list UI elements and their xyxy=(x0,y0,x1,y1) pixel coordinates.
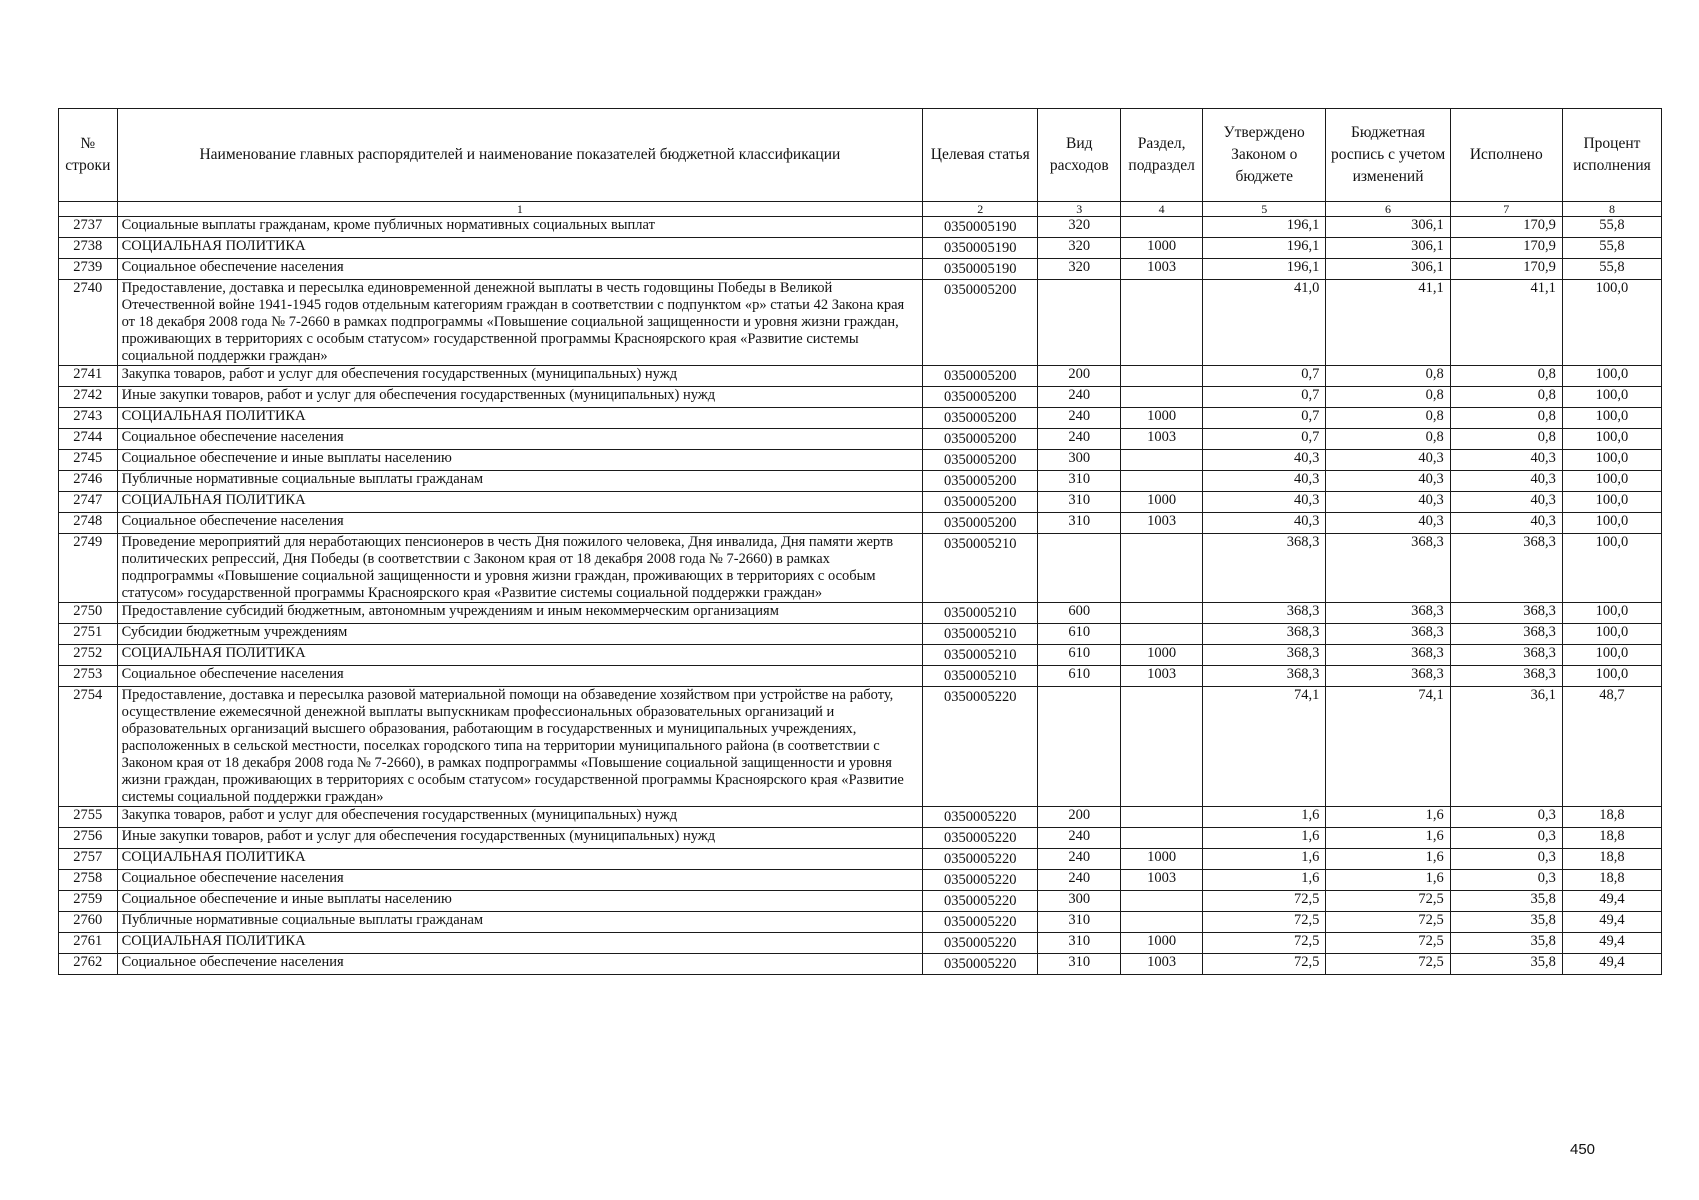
row-executed: 368,3 xyxy=(1450,534,1562,603)
row-number: 2746 xyxy=(59,471,118,492)
row-target-code: 0350005200 xyxy=(923,280,1038,366)
row-name: Проведение мероприятий для неработающих пенсионеров в честь Дня пожилого человека, Дня инвалида, Дня памяти жертв политических репрессий, Дня Победы (в соответствии с Законом края от 18 декабря 2008 года № 7-2660) в рамках подпрограммы «Повышение социальной защищенности и уровня жизни граждан, проживающих в территориях с особым статусом» государственной программы Красноярского края «Развитие системы социальной поддержки граждан» xyxy=(117,534,923,603)
row-budget: 306,1 xyxy=(1326,217,1450,238)
row-expense-type: 610 xyxy=(1038,624,1121,645)
row-budget: 306,1 xyxy=(1326,238,1450,259)
header-name: Наименование главных распорядителей и наименование показателей бюджетной классификации xyxy=(117,109,923,202)
row-approved: 40,3 xyxy=(1203,471,1326,492)
table-row xyxy=(59,492,1662,513)
row-number: 2737 xyxy=(59,217,118,238)
row-executed: 40,3 xyxy=(1450,513,1562,534)
table-row xyxy=(59,645,1662,666)
row-expense-type: 240 xyxy=(1038,849,1121,870)
row-budget: 1,6 xyxy=(1326,849,1450,870)
row-approved: 196,1 xyxy=(1203,217,1326,238)
row-expense-type: 320 xyxy=(1038,217,1121,238)
row-section xyxy=(1121,891,1203,912)
row-target-code: 0350005220 xyxy=(923,891,1038,912)
table-row xyxy=(59,666,1662,687)
row-section: 1000 xyxy=(1121,238,1203,259)
row-approved: 0,7 xyxy=(1203,429,1326,450)
row-percent: 48,7 xyxy=(1562,687,1661,807)
row-approved: 40,3 xyxy=(1203,513,1326,534)
row-target-code: 0350005200 xyxy=(923,513,1038,534)
table-row xyxy=(59,828,1662,849)
row-number: 2759 xyxy=(59,891,118,912)
row-number: 2742 xyxy=(59,387,118,408)
table-row xyxy=(59,891,1662,912)
row-expense-type: 240 xyxy=(1038,828,1121,849)
row-executed: 35,8 xyxy=(1450,891,1562,912)
table-row xyxy=(59,954,1662,975)
row-expense-type xyxy=(1038,280,1121,366)
row-name: СОЦИАЛЬНАЯ ПОЛИТИКА xyxy=(117,645,923,666)
row-percent: 49,4 xyxy=(1562,933,1661,954)
table-row xyxy=(59,687,1662,807)
header-executed: Исполнено xyxy=(1450,109,1562,202)
row-budget: 0,8 xyxy=(1326,408,1450,429)
row-name: СОЦИАЛЬНАЯ ПОЛИТИКА xyxy=(117,408,923,429)
row-name: Социальное обеспечение и иные выплаты населению xyxy=(117,450,923,471)
row-target-code: 0350005190 xyxy=(923,259,1038,280)
row-number: 2743 xyxy=(59,408,118,429)
row-target-code: 0350005210 xyxy=(923,624,1038,645)
row-target-code: 0350005190 xyxy=(923,238,1038,259)
row-expense-type: 240 xyxy=(1038,387,1121,408)
row-percent: 100,0 xyxy=(1562,408,1661,429)
row-percent: 100,0 xyxy=(1562,624,1661,645)
row-executed: 35,8 xyxy=(1450,912,1562,933)
column-number: 1 xyxy=(117,202,923,217)
row-approved: 72,5 xyxy=(1203,912,1326,933)
row-percent: 18,8 xyxy=(1562,849,1661,870)
row-budget: 40,3 xyxy=(1326,513,1450,534)
row-name: Закупка товаров, работ и услуг для обеспечения государственных (муниципальных) нужд xyxy=(117,807,923,828)
row-expense-type xyxy=(1038,534,1121,603)
row-number: 2758 xyxy=(59,870,118,891)
row-section: 1003 xyxy=(1121,666,1203,687)
row-name: Социальное обеспечение населения xyxy=(117,870,923,891)
table-row xyxy=(59,624,1662,645)
row-section xyxy=(1121,387,1203,408)
row-approved: 368,3 xyxy=(1203,534,1326,603)
row-approved: 40,3 xyxy=(1203,492,1326,513)
row-budget: 72,5 xyxy=(1326,912,1450,933)
table-row xyxy=(59,259,1662,280)
row-section: 1003 xyxy=(1121,870,1203,891)
row-name: Социальное обеспечение населения xyxy=(117,513,923,534)
row-approved: 1,6 xyxy=(1203,870,1326,891)
row-target-code: 0350005200 xyxy=(923,387,1038,408)
row-expense-type: 240 xyxy=(1038,429,1121,450)
row-executed: 40,3 xyxy=(1450,450,1562,471)
header-budget: Бюджетная роспись с учетом изменений xyxy=(1326,109,1450,202)
row-number: 2739 xyxy=(59,259,118,280)
row-executed: 0,8 xyxy=(1450,366,1562,387)
column-number: 6 xyxy=(1326,202,1450,217)
row-approved: 72,5 xyxy=(1203,954,1326,975)
row-name: Социальное обеспечение населения xyxy=(117,666,923,687)
row-target-code: 0350005220 xyxy=(923,954,1038,975)
row-name: Предоставление, доставка и пересылка разовой материальной помощи на обзаведение хозяйством при устройстве на работу, осуществление ежемесячной денежной выплаты выпускникам профессиональных образовательных организаций и образовательных организаций высшего образования, работающим в государственных и муниципальных учреждениях, расположенных в сельской местности, поселках городского типа на территории муниципального района (в соответствии с Законом края от 18 декабря 2008 года № 7-2660), в рамках подпрограммы «Повышение социальной защищенности и уровня жизни граждан, проживающих в территориях с особым статусом» государственной программы Красноярского края «Развитие системы социальной поддержки граждан» xyxy=(117,687,923,807)
row-expense-type: 200 xyxy=(1038,366,1121,387)
row-name: Публичные нормативные социальные выплаты гражданам xyxy=(117,471,923,492)
row-target-code: 0350005210 xyxy=(923,603,1038,624)
row-approved: 1,6 xyxy=(1203,828,1326,849)
row-percent: 55,8 xyxy=(1562,238,1661,259)
table-row xyxy=(59,912,1662,933)
row-number: 2752 xyxy=(59,645,118,666)
row-section: 1000 xyxy=(1121,408,1203,429)
row-name: Предоставление, доставка и пересылка единовременной денежной выплаты в честь годовщины Победы в Великой Отечественной войне 1941-1945 годов отдельным категориям граждан в соответствии с подпунктом «р» статьи 42 Закона края от 18 декабря 2008 года № 7-2660 в рамках подпрограммы «Повышение социальной защищенности и уровня жизни граждан, проживающих в территориях с особым статусом» государственной программы Красноярского края «Развитие системы социальной поддержки граждан» xyxy=(117,280,923,366)
row-number: 2748 xyxy=(59,513,118,534)
row-executed: 0,3 xyxy=(1450,828,1562,849)
row-budget: 1,6 xyxy=(1326,870,1450,891)
row-expense-type: 320 xyxy=(1038,238,1121,259)
row-budget: 41,1 xyxy=(1326,280,1450,366)
row-approved: 196,1 xyxy=(1203,259,1326,280)
row-number: 2749 xyxy=(59,534,118,603)
row-percent: 49,4 xyxy=(1562,954,1661,975)
row-name: Социальное обеспечение населения xyxy=(117,429,923,450)
row-name: Предоставление субсидий бюджетным, автономным учреждениям и иным некоммерческим организациям xyxy=(117,603,923,624)
header-row-no: № строки xyxy=(59,109,118,202)
row-expense-type: 310 xyxy=(1038,933,1121,954)
row-percent: 100,0 xyxy=(1562,492,1661,513)
column-number: 5 xyxy=(1203,202,1326,217)
row-percent: 49,4 xyxy=(1562,891,1661,912)
row-executed: 35,8 xyxy=(1450,933,1562,954)
table-row xyxy=(59,280,1662,366)
row-section xyxy=(1121,807,1203,828)
row-percent: 18,8 xyxy=(1562,807,1661,828)
row-section: 1003 xyxy=(1121,954,1203,975)
row-expense-type: 310 xyxy=(1038,513,1121,534)
row-section: 1003 xyxy=(1121,429,1203,450)
row-approved: 72,5 xyxy=(1203,891,1326,912)
row-percent: 100,0 xyxy=(1562,603,1661,624)
row-budget: 40,3 xyxy=(1326,450,1450,471)
row-name: СОЦИАЛЬНАЯ ПОЛИТИКА xyxy=(117,492,923,513)
row-percent: 100,0 xyxy=(1562,366,1661,387)
row-executed: 170,9 xyxy=(1450,238,1562,259)
header-approved: Утверждено Законом о бюджете xyxy=(1203,109,1326,202)
table-row xyxy=(59,534,1662,603)
row-section xyxy=(1121,687,1203,807)
row-executed: 40,3 xyxy=(1450,471,1562,492)
row-target-code: 0350005200 xyxy=(923,408,1038,429)
row-approved: 368,3 xyxy=(1203,603,1326,624)
row-executed: 36,1 xyxy=(1450,687,1562,807)
row-expense-type: 610 xyxy=(1038,666,1121,687)
row-name: Социальное обеспечение и иные выплаты населению xyxy=(117,891,923,912)
row-executed: 170,9 xyxy=(1450,217,1562,238)
row-budget: 368,3 xyxy=(1326,624,1450,645)
row-number: 2754 xyxy=(59,687,118,807)
row-expense-type: 610 xyxy=(1038,645,1121,666)
row-expense-type: 300 xyxy=(1038,891,1121,912)
row-budget: 368,3 xyxy=(1326,603,1450,624)
table-row xyxy=(59,429,1662,450)
row-target-code: 0350005210 xyxy=(923,645,1038,666)
column-number: 2 xyxy=(923,202,1038,217)
row-budget: 40,3 xyxy=(1326,492,1450,513)
row-percent: 100,0 xyxy=(1562,387,1661,408)
row-approved: 41,0 xyxy=(1203,280,1326,366)
table-row xyxy=(59,450,1662,471)
row-percent: 100,0 xyxy=(1562,645,1661,666)
row-budget: 72,5 xyxy=(1326,954,1450,975)
row-target-code: 0350005220 xyxy=(923,870,1038,891)
row-percent: 55,8 xyxy=(1562,259,1661,280)
row-expense-type: 240 xyxy=(1038,870,1121,891)
page-number: 450 xyxy=(1570,1141,1596,1158)
row-percent: 100,0 xyxy=(1562,534,1661,603)
row-expense-type: 300 xyxy=(1038,450,1121,471)
header-section: Раздел, подраздел xyxy=(1121,109,1203,202)
row-number: 2744 xyxy=(59,429,118,450)
row-name: Субсидии бюджетным учреждениям xyxy=(117,624,923,645)
row-target-code: 0350005210 xyxy=(923,666,1038,687)
header-target: Целевая статья xyxy=(923,109,1038,202)
row-number: 2750 xyxy=(59,603,118,624)
row-percent: 100,0 xyxy=(1562,429,1661,450)
row-executed: 368,3 xyxy=(1450,645,1562,666)
row-executed: 368,3 xyxy=(1450,603,1562,624)
row-budget: 368,3 xyxy=(1326,645,1450,666)
row-executed: 170,9 xyxy=(1450,259,1562,280)
row-target-code: 0350005200 xyxy=(923,471,1038,492)
row-budget: 74,1 xyxy=(1326,687,1450,807)
row-section: 1000 xyxy=(1121,645,1203,666)
row-percent: 100,0 xyxy=(1562,450,1661,471)
table-row xyxy=(59,471,1662,492)
table-row xyxy=(59,603,1662,624)
row-number: 2747 xyxy=(59,492,118,513)
row-percent: 100,0 xyxy=(1562,666,1661,687)
row-name: СОЦИАЛЬНАЯ ПОЛИТИКА xyxy=(117,238,923,259)
table-row xyxy=(59,387,1662,408)
row-percent: 18,8 xyxy=(1562,828,1661,849)
row-section: 1000 xyxy=(1121,492,1203,513)
row-approved: 1,6 xyxy=(1203,849,1326,870)
header-percent: Процент исполнения xyxy=(1562,109,1661,202)
row-executed: 0,3 xyxy=(1450,870,1562,891)
row-section xyxy=(1121,450,1203,471)
row-percent: 100,0 xyxy=(1562,471,1661,492)
row-section: 1003 xyxy=(1121,259,1203,280)
row-budget: 368,3 xyxy=(1326,666,1450,687)
row-target-code: 0350005220 xyxy=(923,912,1038,933)
row-target-code: 0350005200 xyxy=(923,450,1038,471)
row-budget: 1,6 xyxy=(1326,807,1450,828)
header-row xyxy=(59,109,1662,202)
table-row xyxy=(59,513,1662,534)
row-expense-type: 320 xyxy=(1038,259,1121,280)
row-target-code: 0350005220 xyxy=(923,849,1038,870)
table-row xyxy=(59,217,1662,238)
row-percent: 49,4 xyxy=(1562,912,1661,933)
row-approved: 40,3 xyxy=(1203,450,1326,471)
row-expense-type: 310 xyxy=(1038,912,1121,933)
table-body xyxy=(59,217,1662,975)
table-row xyxy=(59,849,1662,870)
row-budget: 72,5 xyxy=(1326,933,1450,954)
row-executed: 35,8 xyxy=(1450,954,1562,975)
row-section xyxy=(1121,603,1203,624)
row-section xyxy=(1121,828,1203,849)
row-executed: 40,3 xyxy=(1450,492,1562,513)
row-expense-type: 310 xyxy=(1038,492,1121,513)
row-section: 1000 xyxy=(1121,849,1203,870)
row-name: СОЦИАЛЬНАЯ ПОЛИТИКА xyxy=(117,933,923,954)
row-target-code: 0350005190 xyxy=(923,217,1038,238)
row-number: 2745 xyxy=(59,450,118,471)
row-target-code: 0350005220 xyxy=(923,828,1038,849)
row-name: Публичные нормативные социальные выплаты гражданам xyxy=(117,912,923,933)
row-number: 2761 xyxy=(59,933,118,954)
row-number: 2760 xyxy=(59,912,118,933)
row-expense-type: 310 xyxy=(1038,954,1121,975)
row-executed: 0,8 xyxy=(1450,408,1562,429)
row-budget: 1,6 xyxy=(1326,828,1450,849)
row-number: 2741 xyxy=(59,366,118,387)
row-budget: 40,3 xyxy=(1326,471,1450,492)
row-name: Социальные выплаты гражданам, кроме публичных нормативных социальных выплат xyxy=(117,217,923,238)
row-approved: 196,1 xyxy=(1203,238,1326,259)
row-section xyxy=(1121,534,1203,603)
table-row xyxy=(59,366,1662,387)
row-target-code: 0350005220 xyxy=(923,687,1038,807)
row-section xyxy=(1121,471,1203,492)
column-number: 7 xyxy=(1450,202,1562,217)
row-name: Социальное обеспечение населения xyxy=(117,259,923,280)
row-name: Социальное обеспечение населения xyxy=(117,954,923,975)
column-number xyxy=(59,202,118,217)
column-number: 3 xyxy=(1038,202,1121,217)
row-section xyxy=(1121,624,1203,645)
row-target-code: 0350005210 xyxy=(923,534,1038,603)
row-executed: 368,3 xyxy=(1450,666,1562,687)
row-number: 2740 xyxy=(59,280,118,366)
row-name: СОЦИАЛЬНАЯ ПОЛИТИКА xyxy=(117,849,923,870)
row-number: 2751 xyxy=(59,624,118,645)
row-section xyxy=(1121,217,1203,238)
row-approved: 74,1 xyxy=(1203,687,1326,807)
row-percent: 100,0 xyxy=(1562,513,1661,534)
row-budget: 0,8 xyxy=(1326,429,1450,450)
row-number: 2756 xyxy=(59,828,118,849)
row-approved: 1,6 xyxy=(1203,807,1326,828)
row-approved: 0,7 xyxy=(1203,387,1326,408)
row-budget: 0,8 xyxy=(1326,366,1450,387)
column-number: 4 xyxy=(1121,202,1203,217)
row-number: 2755 xyxy=(59,807,118,828)
row-executed: 0,3 xyxy=(1450,807,1562,828)
row-budget: 72,5 xyxy=(1326,891,1450,912)
row-budget: 368,3 xyxy=(1326,534,1450,603)
row-approved: 368,3 xyxy=(1203,624,1326,645)
row-approved: 368,3 xyxy=(1203,645,1326,666)
row-target-code: 0350005200 xyxy=(923,366,1038,387)
row-name: Иные закупки товаров, работ и услуг для обеспечения государственных (муниципальных) нужд xyxy=(117,828,923,849)
row-number: 2738 xyxy=(59,238,118,259)
row-target-code: 0350005200 xyxy=(923,492,1038,513)
row-approved: 368,3 xyxy=(1203,666,1326,687)
row-executed: 41,1 xyxy=(1450,280,1562,366)
row-target-code: 0350005220 xyxy=(923,807,1038,828)
row-expense-type: 600 xyxy=(1038,603,1121,624)
table-row xyxy=(59,933,1662,954)
table-row xyxy=(59,870,1662,891)
row-approved: 0,7 xyxy=(1203,366,1326,387)
row-budget: 306,1 xyxy=(1326,259,1450,280)
row-expense-type: 200 xyxy=(1038,807,1121,828)
row-number: 2753 xyxy=(59,666,118,687)
table-row xyxy=(59,238,1662,259)
column-number-row xyxy=(59,202,1662,217)
row-approved: 0,7 xyxy=(1203,408,1326,429)
row-percent: 55,8 xyxy=(1562,217,1661,238)
row-name: Закупка товаров, работ и услуг для обеспечения государственных (муниципальных) нужд xyxy=(117,366,923,387)
column-number: 8 xyxy=(1562,202,1661,217)
row-percent: 100,0 xyxy=(1562,280,1661,366)
row-expense-type: 310 xyxy=(1038,471,1121,492)
row-percent: 18,8 xyxy=(1562,870,1661,891)
row-section xyxy=(1121,366,1203,387)
row-number: 2757 xyxy=(59,849,118,870)
row-approved: 72,5 xyxy=(1203,933,1326,954)
table-row xyxy=(59,408,1662,429)
row-section: 1000 xyxy=(1121,933,1203,954)
row-number: 2762 xyxy=(59,954,118,975)
row-target-code: 0350005220 xyxy=(923,933,1038,954)
row-expense-type: 240 xyxy=(1038,408,1121,429)
row-target-code: 0350005200 xyxy=(923,429,1038,450)
row-section xyxy=(1121,280,1203,366)
row-section: 1003 xyxy=(1121,513,1203,534)
header-type: Вид расходов xyxy=(1038,109,1121,202)
row-budget: 0,8 xyxy=(1326,387,1450,408)
row-executed: 0,8 xyxy=(1450,387,1562,408)
row-executed: 0,3 xyxy=(1450,849,1562,870)
row-executed: 368,3 xyxy=(1450,624,1562,645)
table-row xyxy=(59,807,1662,828)
row-section xyxy=(1121,912,1203,933)
row-name: Иные закупки товаров, работ и услуг для обеспечения государственных (муниципальных) нужд xyxy=(117,387,923,408)
row-expense-type xyxy=(1038,687,1121,807)
budget-table xyxy=(58,108,1662,975)
row-executed: 0,8 xyxy=(1450,429,1562,450)
